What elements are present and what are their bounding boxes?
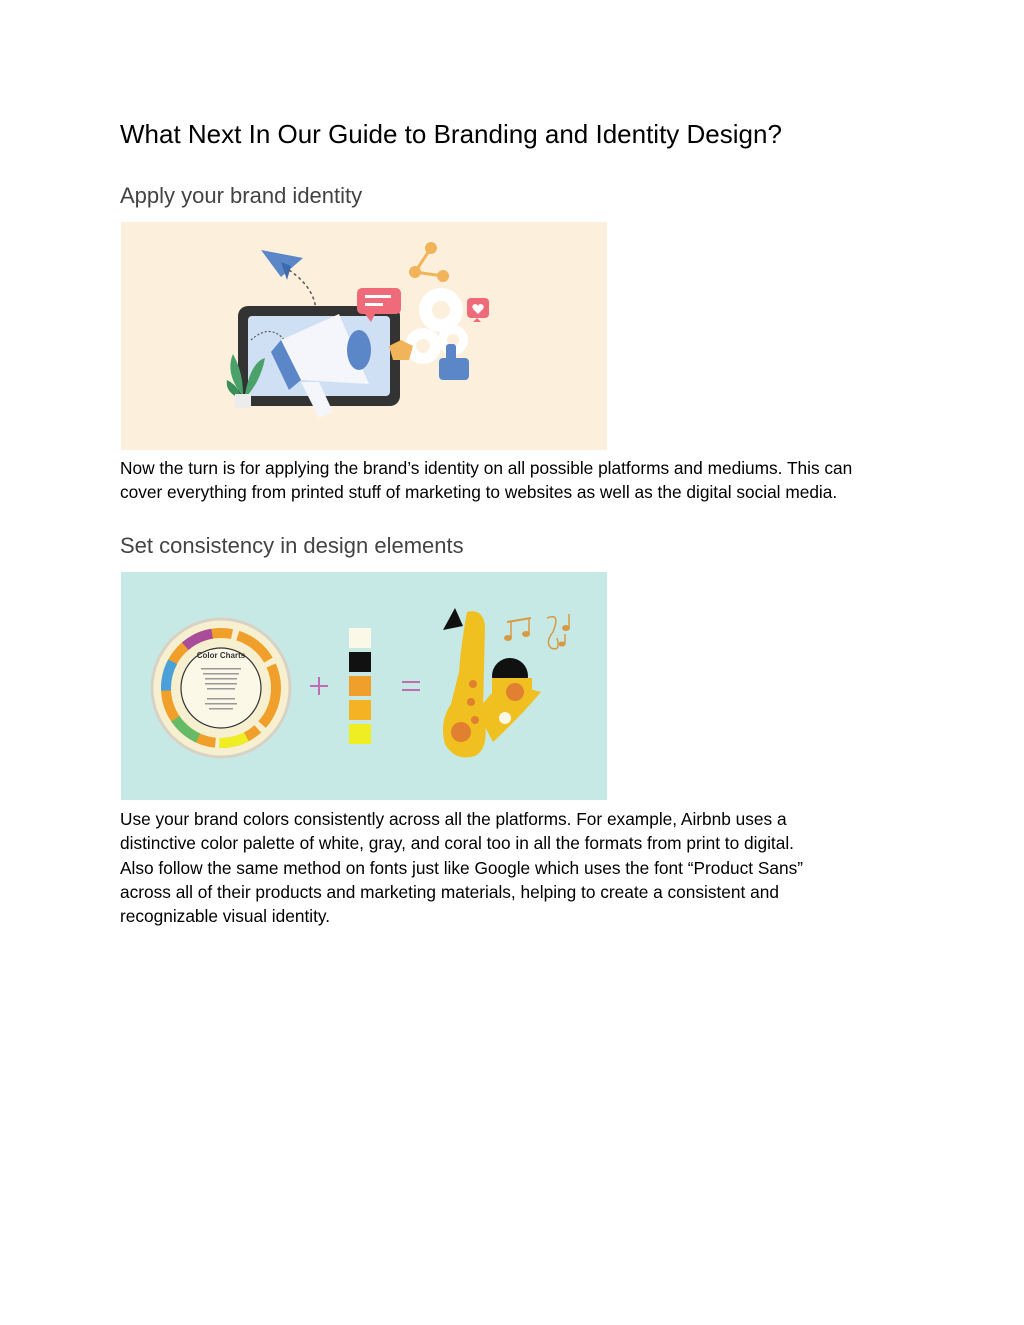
color-wheel-icon xyxy=(152,619,290,757)
section-paragraph-set-consistency: Use your brand colors consistently across all the platforms. For example, Airbnb uses a distinctive color palette of white, gray, and coral too in all the formats from print to digital. Also follow the same method on fonts just like Google which uses the font “Product Sans” across all of their products and marketing materials, helping to create a consistent and recognizable visual identity. xyxy=(120,809,803,927)
equals-icon xyxy=(402,681,420,683)
document-title: What Next In Our Guide to Branding and Identity Design? xyxy=(120,119,782,149)
color-swatch xyxy=(349,724,371,744)
section-heading-apply-brand-identity: Apply your brand identity xyxy=(120,183,363,208)
color-swatch xyxy=(349,628,371,648)
color-swatch xyxy=(349,652,371,672)
color-swatches xyxy=(349,628,371,744)
chat-bubble-icon xyxy=(357,288,401,314)
marketing-megaphone-illustration xyxy=(121,222,607,450)
color-swatch xyxy=(349,700,371,720)
section-paragraph-apply-brand-identity: Now the turn is for applying the brand’s identity on all possible platforms and mediums. This can cover everything from printed stuff of marketing to websites as well as the digital social media. xyxy=(120,458,853,503)
share-icon xyxy=(425,242,437,254)
color-wheel-label: Color Charts xyxy=(196,651,246,660)
section-heading-set-consistency: Set consistency in design elements xyxy=(120,533,464,558)
color-swatch xyxy=(349,676,371,696)
color-palette-saxophone-illustration xyxy=(121,572,607,800)
